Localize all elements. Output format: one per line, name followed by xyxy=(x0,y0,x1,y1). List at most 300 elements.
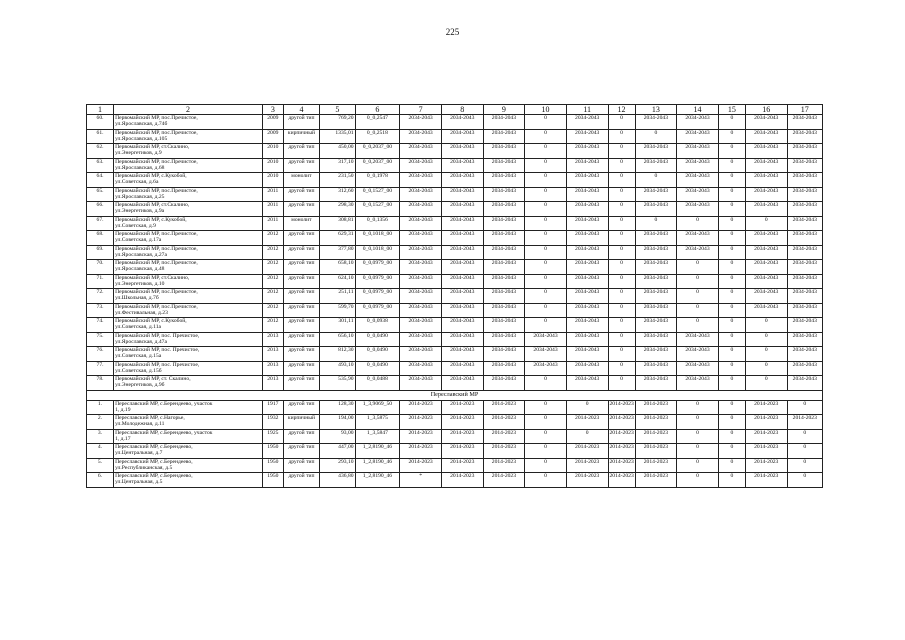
address-line: Переславский МР, с.Нагорье, xyxy=(115,415,185,421)
data-cell: 2034-2043 xyxy=(441,202,483,217)
data-cell: 2034-2043 xyxy=(745,202,787,217)
data-cell: 0 xyxy=(677,444,719,459)
data-cell: 2034-2043 xyxy=(787,202,822,217)
address-line: ул.Энергетиков, д.9б xyxy=(115,382,165,389)
data-cell: 0 xyxy=(608,289,635,304)
data-cell: 0 xyxy=(718,187,745,202)
data-cell: 2034-2043 xyxy=(677,173,719,188)
address-line: ул.Советская, д.9 xyxy=(115,222,156,229)
data-cell: 2034-2043 xyxy=(566,202,608,217)
data-cell: 2034-2043 xyxy=(787,173,822,188)
data-cell: 493,10 xyxy=(320,361,355,376)
table-row xyxy=(87,347,823,362)
data-cell: 0 xyxy=(525,318,567,333)
data-cell: 0 xyxy=(525,376,567,391)
data-cell: 2014-2023 xyxy=(608,400,635,415)
data-cell: 0 xyxy=(608,376,635,391)
row-number-cell: 4. xyxy=(87,444,114,459)
data-cell: 0 xyxy=(608,260,635,275)
data-cell: 0 xyxy=(525,216,567,231)
address-cell xyxy=(114,289,263,304)
data-cell: 0 xyxy=(608,115,635,130)
data-cell: 2034-2043 xyxy=(525,347,567,362)
table-row xyxy=(87,115,823,130)
data-cell: 2034-2043 xyxy=(566,187,608,202)
address-cell xyxy=(114,202,263,217)
data-cell: 2034-2043 xyxy=(745,158,787,173)
data-cell: 2034-2043 xyxy=(400,158,442,173)
data-cell: другой тип xyxy=(283,115,319,130)
data-cell: 2014-2023 xyxy=(608,444,635,459)
data-cell: 2012 xyxy=(262,245,283,260)
data-cell: 2034-2043 xyxy=(400,144,442,159)
data-cell: 0 xyxy=(525,173,567,188)
data-cell: 2014-2023 xyxy=(745,458,787,473)
address-cell xyxy=(114,274,263,289)
data-cell: 0_0,0979_00 xyxy=(355,260,400,275)
data-cell: 535,90 xyxy=(320,376,355,391)
data-cell: 2012 xyxy=(262,231,283,246)
data-cell: 2034-2043 xyxy=(745,289,787,304)
table-row xyxy=(87,473,823,488)
data-cell: 2034-2043 xyxy=(566,260,608,275)
data-cell: 2034-2043 xyxy=(787,376,822,391)
data-cell: 128,30 xyxy=(320,400,355,415)
data-cell: 2034-2043 xyxy=(441,231,483,246)
address-line: ул.Центральная, д.7 xyxy=(115,450,163,457)
data-cell: 2034-2043 xyxy=(787,245,822,260)
data-cell: 2034-2043 xyxy=(787,303,822,318)
address-line: ул.Советская, д.15б xyxy=(115,367,162,374)
data-cell: 0 xyxy=(677,318,719,333)
table-row xyxy=(87,318,823,333)
address-line: ул.Энергетиков, д.9 xyxy=(115,150,162,157)
row-number-cell: 70. xyxy=(87,260,114,275)
data-cell: 2014-2023 xyxy=(566,415,608,430)
address-line: 1, д.19 xyxy=(115,406,131,413)
address-line: Первомайский МР, пос.Пречистое, xyxy=(115,129,198,136)
data-cell: 0 xyxy=(525,458,567,473)
column-number-header: 5 xyxy=(320,105,355,115)
address-cell xyxy=(114,115,263,130)
data-cell: 2034-2043 xyxy=(400,231,442,246)
data-cell: 2034-2043 xyxy=(483,347,525,362)
address-line: ул.Ярославская, д.74б xyxy=(115,121,168,128)
data-cell: 2034-2043 xyxy=(635,376,677,391)
data-cell: другой тип xyxy=(283,303,319,318)
column-number-header: 7 xyxy=(400,105,442,115)
data-cell: 2014-2023 xyxy=(635,429,677,444)
row-number-cell: 1. xyxy=(87,400,114,415)
data-cell: 0 xyxy=(608,216,635,231)
column-number-header: 6 xyxy=(355,105,400,115)
column-number-header: 10 xyxy=(525,105,567,115)
address-cell xyxy=(114,173,263,188)
data-cell: 2034-2043 xyxy=(441,216,483,231)
data-cell: 2034-2043 xyxy=(400,187,442,202)
data-cell: 0 xyxy=(608,361,635,376)
address-line: ул.Энергетиков, д.10 xyxy=(115,280,165,287)
data-cell: другой тип xyxy=(283,347,319,362)
data-cell: 2014-2023 xyxy=(441,458,483,473)
data-cell: 1950 xyxy=(262,473,283,488)
row-number-cell: 60. xyxy=(87,115,114,130)
table-row xyxy=(87,173,823,188)
data-cell: 2034-2043 xyxy=(400,361,442,376)
data-cell: 2034-2043 xyxy=(400,173,442,188)
data-cell: 2034-2043 xyxy=(441,303,483,318)
data-cell: 0 xyxy=(718,129,745,144)
table-row xyxy=(87,458,823,473)
data-cell: другой тип xyxy=(283,274,319,289)
data-cell: 0_0,2518 xyxy=(355,129,400,144)
data-cell: другой тип xyxy=(283,260,319,275)
data-cell: 2034-2043 xyxy=(566,361,608,376)
data-cell: 2034-2043 xyxy=(635,260,677,275)
data-cell: 0 xyxy=(525,129,567,144)
data-cell: 2034-2043 xyxy=(635,245,677,260)
data-cell: 0_0,0490 xyxy=(355,332,400,347)
data-cell: 1_3,5847 xyxy=(355,429,400,444)
column-number-header: 9 xyxy=(483,105,525,115)
data-cell: 0 xyxy=(787,473,822,488)
data-cell: 2034-2043 xyxy=(566,332,608,347)
data-cell: 2034-2043 xyxy=(441,187,483,202)
data-cell: 2034-2043 xyxy=(745,274,787,289)
data-cell: 629,31 xyxy=(320,231,355,246)
row-number-cell: 77. xyxy=(87,361,114,376)
data-cell: 2014-2023 xyxy=(566,458,608,473)
data-cell: 2014-2023 xyxy=(635,458,677,473)
data-cell: 2034-2043 xyxy=(677,187,719,202)
data-cell: 0 xyxy=(677,216,719,231)
data-cell: 2013 xyxy=(262,376,283,391)
address-line: ул.Фестивальная, д.23 xyxy=(115,309,168,316)
data-cell: другой тип xyxy=(283,332,319,347)
data-cell: 2014-2023 xyxy=(483,400,525,415)
data-cell: 2014-2023 xyxy=(608,458,635,473)
address-cell xyxy=(114,347,263,362)
data-cell: 0 xyxy=(677,429,719,444)
column-number-header: 17 xyxy=(787,105,822,115)
register-table xyxy=(86,104,823,488)
address-line: Первомайский МР, с.Кукобой, xyxy=(115,216,187,223)
data-cell: 1_2,8190_46 xyxy=(355,444,400,459)
address-cell xyxy=(114,216,263,231)
table-row xyxy=(87,231,823,246)
data-cell: 2034-2043 xyxy=(635,318,677,333)
data-cell: 1335,01 xyxy=(320,129,355,144)
data-cell: 317,10 xyxy=(320,158,355,173)
data-cell: 0 xyxy=(608,318,635,333)
data-cell: 2010 xyxy=(262,173,283,188)
data-cell: 2034-2043 xyxy=(483,144,525,159)
table-row xyxy=(87,332,823,347)
data-cell: 2034-2043 xyxy=(745,303,787,318)
data-cell: 2009 xyxy=(262,129,283,144)
data-cell: 2014-2023 xyxy=(441,429,483,444)
data-cell: 2014-2023 xyxy=(400,429,442,444)
data-cell: 2034-2043 xyxy=(745,129,787,144)
row-number-cell: 61. xyxy=(87,129,114,144)
data-cell: 2034-2043 xyxy=(677,202,719,217)
data-cell: 2014-2023 xyxy=(745,415,787,430)
address-line: ул.Ярославская, д.68 xyxy=(115,164,165,171)
data-cell: 377,80 xyxy=(320,245,355,260)
data-cell: 436,80 xyxy=(320,473,355,488)
data-cell: 2034-2043 xyxy=(525,332,567,347)
address-line: Первомайский МР, ст. Скалино, xyxy=(115,376,191,382)
data-cell: 0 xyxy=(525,303,567,318)
data-cell: 2034-2043 xyxy=(635,361,677,376)
data-cell: 0 xyxy=(718,158,745,173)
address-cell xyxy=(114,144,263,159)
row-number-cell: 64. xyxy=(87,173,114,188)
address-line: Первомайский МР, пос.Пречистое, xyxy=(115,260,198,266)
data-cell: 2034-2043 xyxy=(787,318,822,333)
section-label: Переславский МР xyxy=(87,390,823,400)
address-cell xyxy=(114,415,263,430)
row-number-cell: 71. xyxy=(87,274,114,289)
data-cell: 2034-2043 xyxy=(787,231,822,246)
data-cell: 0 xyxy=(677,260,719,275)
data-cell: 2034-2043 xyxy=(677,245,719,260)
data-cell: 0 xyxy=(608,347,635,362)
column-number-header: 13 xyxy=(635,105,677,115)
data-cell: 2011 xyxy=(262,187,283,202)
data-cell: 312,60 xyxy=(320,187,355,202)
data-cell: 2034-2043 xyxy=(745,144,787,159)
data-cell: 2010 xyxy=(262,144,283,159)
data-cell: 2009 xyxy=(262,115,283,130)
address-line: Переславский МР, с.Берендеево, участок xyxy=(115,400,213,407)
data-cell: 0 xyxy=(745,318,787,333)
address-line: ул.Республиканская, д.5 xyxy=(115,464,173,471)
address-cell xyxy=(114,129,263,144)
address-cell xyxy=(114,158,263,173)
data-cell: 2034-2043 xyxy=(635,115,677,130)
address-line: Первомайский МР, ст.Скалино, xyxy=(115,274,190,281)
data-cell: 2034-2043 xyxy=(566,274,608,289)
address-cell xyxy=(114,376,263,391)
address-line: ул.Молодежная, д.11 xyxy=(115,421,165,428)
table-row xyxy=(87,444,823,459)
row-number-cell: 2. xyxy=(87,415,114,430)
data-cell: 2012 xyxy=(262,260,283,275)
data-cell: 2034-2043 xyxy=(787,144,822,159)
address-cell xyxy=(114,458,263,473)
data-cell: 447,00 xyxy=(320,444,355,459)
data-cell: 2034-2043 xyxy=(483,158,525,173)
data-cell: 2011 xyxy=(262,202,283,217)
data-cell: 2034-2043 xyxy=(677,361,719,376)
data-cell: 251,11 xyxy=(320,289,355,304)
address-line: ул.Ярославская, д.47а xyxy=(115,338,167,345)
address-line: ул.Советская, д.6а xyxy=(115,179,159,186)
data-cell: 2034-2043 xyxy=(745,231,787,246)
data-cell: 2034-2043 xyxy=(483,361,525,376)
data-cell: 2034-2043 xyxy=(745,173,787,188)
data-cell: 0 xyxy=(718,231,745,246)
data-cell: 0 xyxy=(525,444,567,459)
data-cell: 93,00 xyxy=(320,429,355,444)
data-cell: 2034-2043 xyxy=(787,187,822,202)
data-cell: 2034-2043 xyxy=(441,347,483,362)
data-cell: 0 xyxy=(525,144,567,159)
data-cell: 0_0,0488 xyxy=(355,376,400,391)
data-cell: 0 xyxy=(566,400,608,415)
data-cell: 2034-2043 xyxy=(400,347,442,362)
column-number-header: 1 xyxy=(87,105,114,115)
data-cell: 0 xyxy=(677,400,719,415)
address-line: ул.Центральная, д.5 xyxy=(115,479,163,486)
data-cell: 0_0,0979_00 xyxy=(355,289,400,304)
table-row xyxy=(87,274,823,289)
data-cell: 2014-2023 xyxy=(787,415,822,430)
data-cell: 0 xyxy=(635,216,677,231)
data-cell: 2034-2043 xyxy=(635,347,677,362)
data-cell: 0 xyxy=(525,245,567,260)
data-cell: 2034-2043 xyxy=(787,274,822,289)
data-cell: 2034-2043 xyxy=(635,158,677,173)
data-cell: 1_2,8190_46 xyxy=(355,458,400,473)
data-cell: 1_3,5875 xyxy=(355,415,400,430)
address-line: 1, д.17 xyxy=(115,435,131,442)
address-cell xyxy=(114,187,263,202)
data-cell: 0 xyxy=(745,347,787,362)
data-cell: другой тип xyxy=(283,158,319,173)
data-cell: 2034-2043 xyxy=(635,231,677,246)
data-cell: 1950 xyxy=(262,444,283,459)
data-cell: 0 xyxy=(677,458,719,473)
data-cell: 2013 xyxy=(262,347,283,362)
data-cell: 0 xyxy=(718,245,745,260)
data-cell: 2034-2043 xyxy=(441,260,483,275)
data-cell: 2014-2023 xyxy=(441,473,483,488)
data-cell: 0 xyxy=(525,415,567,430)
address-line: Первомайский МР, пос.Пречистое, xyxy=(115,303,198,310)
data-cell: 2013 xyxy=(262,332,283,347)
data-cell: 769,20 xyxy=(320,115,355,130)
row-number-cell: 72. xyxy=(87,289,114,304)
address-cell xyxy=(114,444,263,459)
data-cell: 0_0,1018_00 xyxy=(355,231,400,246)
data-cell: 0 xyxy=(787,400,822,415)
table-row xyxy=(87,260,823,275)
data-cell: 2034-2043 xyxy=(483,318,525,333)
data-cell: 301,11 xyxy=(320,318,355,333)
address-line: ул.Советская, д.11а xyxy=(115,324,162,331)
data-cell: 0 xyxy=(745,332,787,347)
data-cell: 2034-2043 xyxy=(566,318,608,333)
data-cell: 2010 xyxy=(262,158,283,173)
data-cell: 624,10 xyxy=(320,274,355,289)
data-cell: 0 xyxy=(608,274,635,289)
data-cell: 2034-2043 xyxy=(400,289,442,304)
data-cell: 2034-2043 xyxy=(400,303,442,318)
address-line: Первомайский МР, пос.Пречистое, xyxy=(115,158,198,165)
address-line: ул.Школьная, д.7б xyxy=(115,295,159,302)
data-cell: 2034-2043 xyxy=(787,347,822,362)
table-row xyxy=(87,303,823,318)
data-cell: 0 xyxy=(745,216,787,231)
data-cell: 2034-2043 xyxy=(483,332,525,347)
data-cell: 194,00 xyxy=(320,415,355,430)
data-cell: 0 xyxy=(635,173,677,188)
table-row xyxy=(87,361,823,376)
data-cell: 0 xyxy=(608,231,635,246)
data-cell: 0 xyxy=(718,429,745,444)
data-cell: 2034-2043 xyxy=(787,115,822,130)
row-number-cell: 67. xyxy=(87,216,114,231)
data-cell: 2034-2043 xyxy=(635,303,677,318)
data-cell: 0 xyxy=(525,289,567,304)
address-cell xyxy=(114,400,263,415)
data-cell: 298,30 xyxy=(320,202,355,217)
data-cell: 2034-2043 xyxy=(483,245,525,260)
data-cell: 2034-2043 xyxy=(400,202,442,217)
data-cell: 2034-2043 xyxy=(566,144,608,159)
data-cell: 0 xyxy=(608,245,635,260)
data-cell: 231,50 xyxy=(320,173,355,188)
data-cell: 0_0,0490 xyxy=(355,361,400,376)
address-cell xyxy=(114,303,263,318)
data-cell: 308,81 xyxy=(320,216,355,231)
data-cell: 0 xyxy=(525,260,567,275)
data-cell: другой тип xyxy=(283,444,319,459)
data-cell: 2034-2043 xyxy=(441,173,483,188)
data-cell: 2014-2023 xyxy=(608,473,635,488)
data-cell: 0 xyxy=(525,115,567,130)
data-cell: 0 xyxy=(635,129,677,144)
data-cell: 0 xyxy=(525,429,567,444)
table-row xyxy=(87,289,823,304)
data-cell: 1_3,9069_50 xyxy=(355,400,400,415)
data-cell: 0 xyxy=(718,144,745,159)
data-cell: 2034-2043 xyxy=(441,289,483,304)
data-cell: кирпичный xyxy=(283,129,319,144)
data-cell: 2034-2043 xyxy=(677,347,719,362)
data-cell: 599,70 xyxy=(320,303,355,318)
table-row xyxy=(87,129,823,144)
table-row xyxy=(87,158,823,173)
data-cell: 2034-2043 xyxy=(745,260,787,275)
table-row xyxy=(87,144,823,159)
data-cell: 0 xyxy=(787,444,822,459)
address-cell xyxy=(114,361,263,376)
address-line: Первомайский МР, с.Кукобой, xyxy=(115,173,187,179)
data-cell: 2034-2043 xyxy=(677,129,719,144)
section-row xyxy=(87,390,823,400)
row-number-cell: 76. xyxy=(87,347,114,362)
address-line: Первомайский МР, пос.Пречистое, xyxy=(115,115,198,121)
data-cell: 2034-2043 xyxy=(635,332,677,347)
row-number-cell: 65. xyxy=(87,187,114,202)
table-row xyxy=(87,376,823,391)
data-cell: 0 xyxy=(677,415,719,430)
address-line: Первомайский МР, пос. Пречистое, xyxy=(115,347,200,353)
data-cell: другой тип xyxy=(283,187,319,202)
data-cell: 0 xyxy=(718,332,745,347)
row-number-cell: 74. xyxy=(87,318,114,333)
data-cell: 2034-2043 xyxy=(483,129,525,144)
data-cell: 2014-2023 xyxy=(745,444,787,459)
data-cell: 0 xyxy=(525,473,567,488)
data-cell: 2034-2043 xyxy=(566,173,608,188)
data-cell: 0 xyxy=(718,376,745,391)
data-cell: 2014-2023 xyxy=(745,400,787,415)
address-line: Первомайский МР, пос.Пречистое, xyxy=(115,289,198,295)
